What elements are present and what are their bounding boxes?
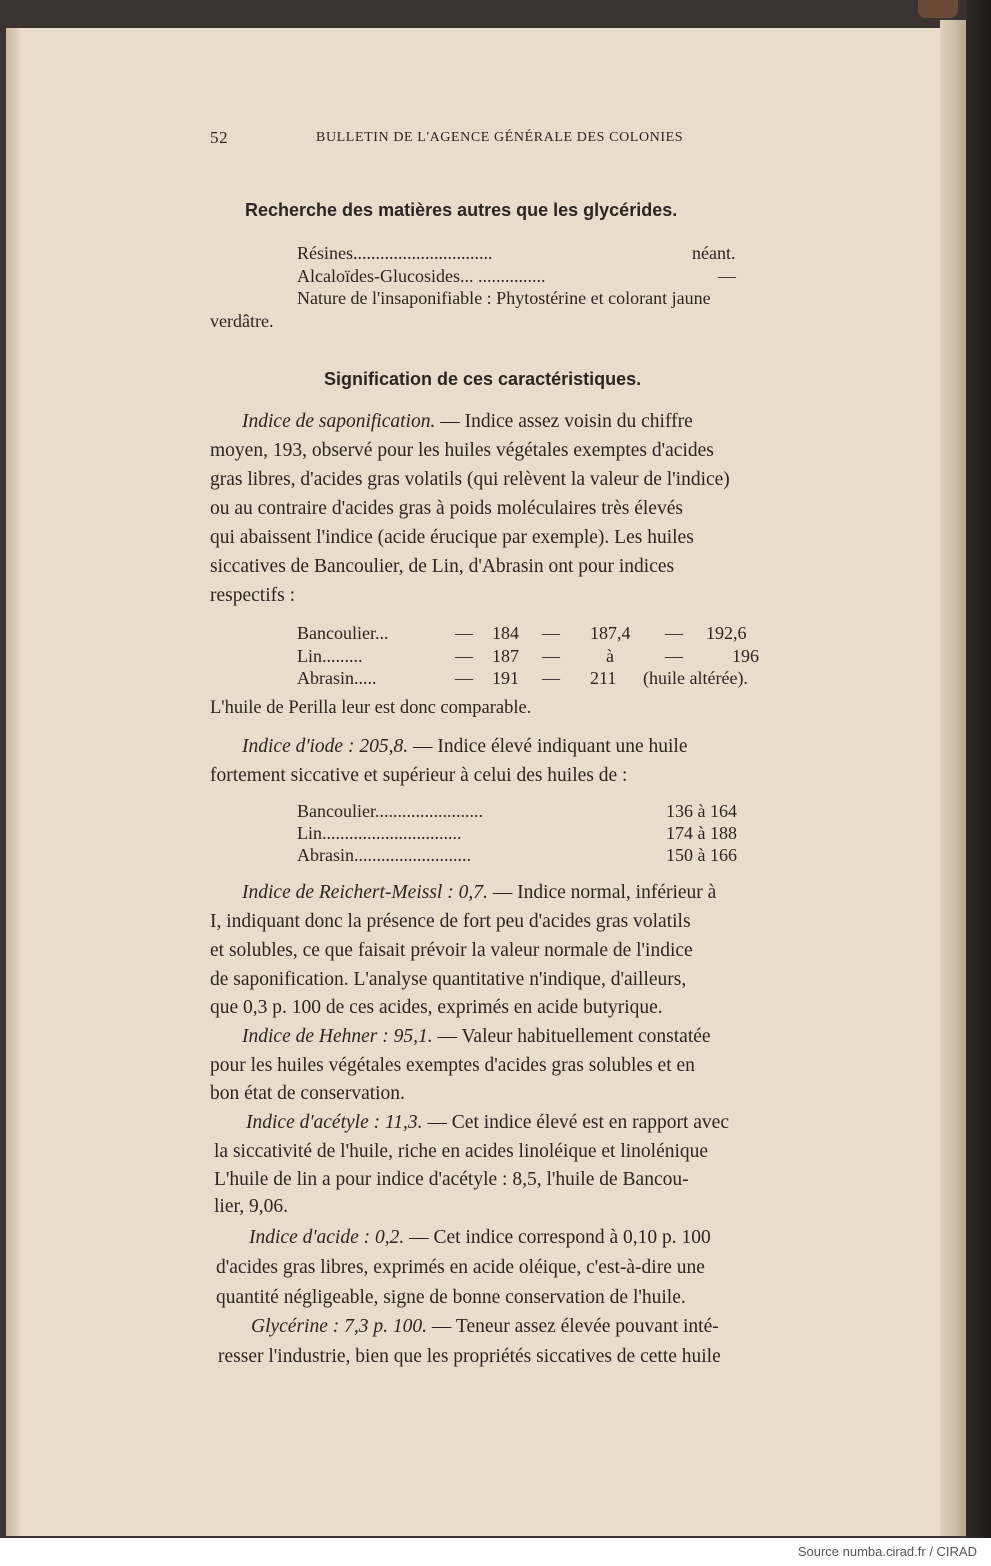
saponification-line: respectifs : — [210, 585, 296, 606]
leader-dots: ............................... — [353, 243, 493, 263]
leader-dots: ........................ — [374, 801, 483, 821]
dash: — — [455, 668, 473, 688]
value: 192,6 — [706, 623, 747, 643]
value: 187,4 — [590, 623, 631, 643]
page-number: 52 — [210, 128, 229, 147]
nature-line-2: verdâtre. — [210, 311, 274, 331]
source-credit: Source numba.cirad.fr / CIRAD — [797, 1544, 977, 1559]
saponification-line: ou au contraire d'acides gras à poids moléculaires très élevés — [210, 498, 683, 519]
row-resines-value: néant. — [692, 243, 736, 263]
table-row — [297, 801, 483, 822]
dash: — — [542, 623, 560, 643]
table-row — [297, 623, 388, 644]
value: (huile altérée). — [643, 668, 748, 688]
heading-recherche: Recherche des matières autres que les glycérides. — [245, 200, 678, 220]
table-row — [297, 823, 462, 844]
acide-rest: — Cet indice correspond à 0,10 p. 100 — [404, 1227, 711, 1248]
hehner-line: bon état de conservation. — [210, 1083, 405, 1104]
acide-lead: Indice d'acide : 0,2. — [249, 1227, 405, 1248]
reichert-line: et solubles, ce que faisait prévoir la valeur normale de l'indice — [210, 940, 693, 961]
range-value: 136 à 164 — [666, 801, 737, 821]
leader-dots: ......... — [322, 646, 363, 666]
dash: — — [542, 646, 560, 666]
saponification-line: qui abaissent l'indice (acide érucique par exemple). Les huiles — [210, 527, 694, 548]
glycerine-rest: — Teneur assez élevée pouvant inté- — [427, 1316, 719, 1337]
table-row — [297, 646, 363, 667]
acide-line: d'acides gras libres, exprimés en acide oléique, c'est-à-dire une — [216, 1257, 705, 1278]
saponification-line: siccatives de Bancoulier, de Lin, d'Abrasin ont pour indices — [210, 556, 675, 577]
oil-name: Bancoulier — [297, 623, 375, 643]
leader-dots: ............................... — [322, 823, 462, 843]
value: 211 — [590, 668, 617, 688]
hehner-line-1 — [242, 1026, 711, 1048]
reichert-lead: Indice de Reichert-Meissl : 0,7. — [242, 882, 488, 903]
oil-name: Bancoulier — [297, 801, 375, 821]
leader-dots: ..... — [354, 668, 377, 688]
glycerine-lead: Glycérine : 7,3 p. 100. — [251, 1316, 427, 1337]
iode-lead: Indice d'iode : 205,8. — [242, 736, 409, 757]
value: 196 — [732, 646, 759, 666]
reichert-line: I, indiquant donc la présence de fort peu d'acides gras volatils — [210, 911, 691, 932]
dash: — — [455, 646, 473, 666]
oil-name: Lin — [297, 823, 322, 843]
saponification-line: moyen, 193, observé pour les huiles végétales exemptes d'acides — [210, 440, 714, 461]
iode-line-2: fortement siccative et supérieur à celui des huiles de : — [210, 765, 628, 786]
acetyle-rest: — Cet indice élevé est en rapport avec — [422, 1112, 729, 1133]
row-alcaloides-value: — — [718, 266, 736, 286]
perilla-conclusion: L'huile de Perilla leur est donc comparable. — [210, 698, 532, 718]
reichert-line-1 — [242, 882, 716, 904]
row-label: Résines — [297, 243, 353, 263]
running-title: BULLETIN DE L'AGENCE GÉNÉRALE DES COLONIES — [316, 130, 684, 145]
dash: — — [455, 623, 473, 643]
dash: — — [542, 668, 560, 688]
acetyle-lead: Indice d'acétyle : 11,3. — [246, 1112, 423, 1133]
range-value: 150 à 166 — [666, 845, 737, 865]
iode-rest: — Indice élevé indiquant une huile — [408, 736, 688, 757]
leader-dots: ... ............... — [459, 266, 546, 286]
dash: — — [665, 646, 683, 666]
acide-line: quantité négligeable, signe de bonne conservation de l'huile. — [216, 1287, 686, 1308]
heading-signification: Signification de ces caractéristiques. — [324, 369, 642, 389]
row-resines — [297, 243, 493, 264]
hehner-line: pour les huiles végétales exemptes d'acides gras solubles et en — [210, 1055, 695, 1076]
acetyle-line: la siccativité de l'huile, riche en acides linoléique et linolénique — [214, 1141, 709, 1162]
glycerine-line-1 — [251, 1316, 719, 1338]
value: 187 — [492, 646, 519, 666]
saponification-lead: Indice de saponification. — [242, 411, 436, 432]
acetyle-line: lier, 9,06. — [214, 1196, 288, 1217]
leader-dots: ... — [374, 623, 389, 643]
value: à — [606, 646, 614, 666]
saponification-line-1 — [242, 411, 693, 433]
hehner-rest: — Valeur habituellement constatée — [432, 1026, 711, 1047]
oil-name: Abrasin — [297, 845, 354, 865]
saponification-rest: — Indice assez voisin du chiffre — [435, 411, 693, 432]
dash: — — [665, 623, 683, 643]
row-label: Alcaloïdes-Glucosides — [297, 266, 460, 286]
reichert-line: que 0,3 p. 100 de ces acides, exprimés en acide butyrique. — [210, 997, 663, 1018]
nature-line-1: Nature de l'insaponifiable : Phytostérine et colorant jaune — [297, 288, 711, 308]
oil-name: Lin — [297, 646, 322, 666]
iode-line-1 — [242, 736, 688, 758]
hehner-lead: Indice de Hehner : 95,1. — [242, 1026, 433, 1047]
reichert-line: de saponification. L'analyse quantitative n'indique, d'ailleurs, — [210, 969, 687, 990]
leader-dots: .......................... — [354, 845, 471, 865]
row-alcaloides — [297, 266, 545, 287]
saponification-line: gras libres, d'acides gras volatils (qui relèvent la valeur de l'indice) — [210, 469, 730, 490]
table-row — [297, 668, 377, 689]
range-value: 174 à 188 — [666, 823, 737, 843]
acetyle-line-1 — [246, 1112, 729, 1134]
acide-line-1 — [249, 1227, 711, 1249]
acetyle-line: L'huile de lin a pour indice d'acétyle : 8,5, l'huile de Bancou- — [214, 1169, 689, 1190]
oil-name: Abrasin — [297, 668, 354, 688]
glycerine-line: resser l'industrie, bien que les propriétés siccatives de cette huile — [218, 1346, 721, 1367]
table-row — [297, 845, 471, 866]
value: 191 — [492, 668, 519, 688]
reichert-rest: — Indice normal, inférieur à — [487, 882, 717, 903]
value: 184 — [492, 623, 519, 643]
